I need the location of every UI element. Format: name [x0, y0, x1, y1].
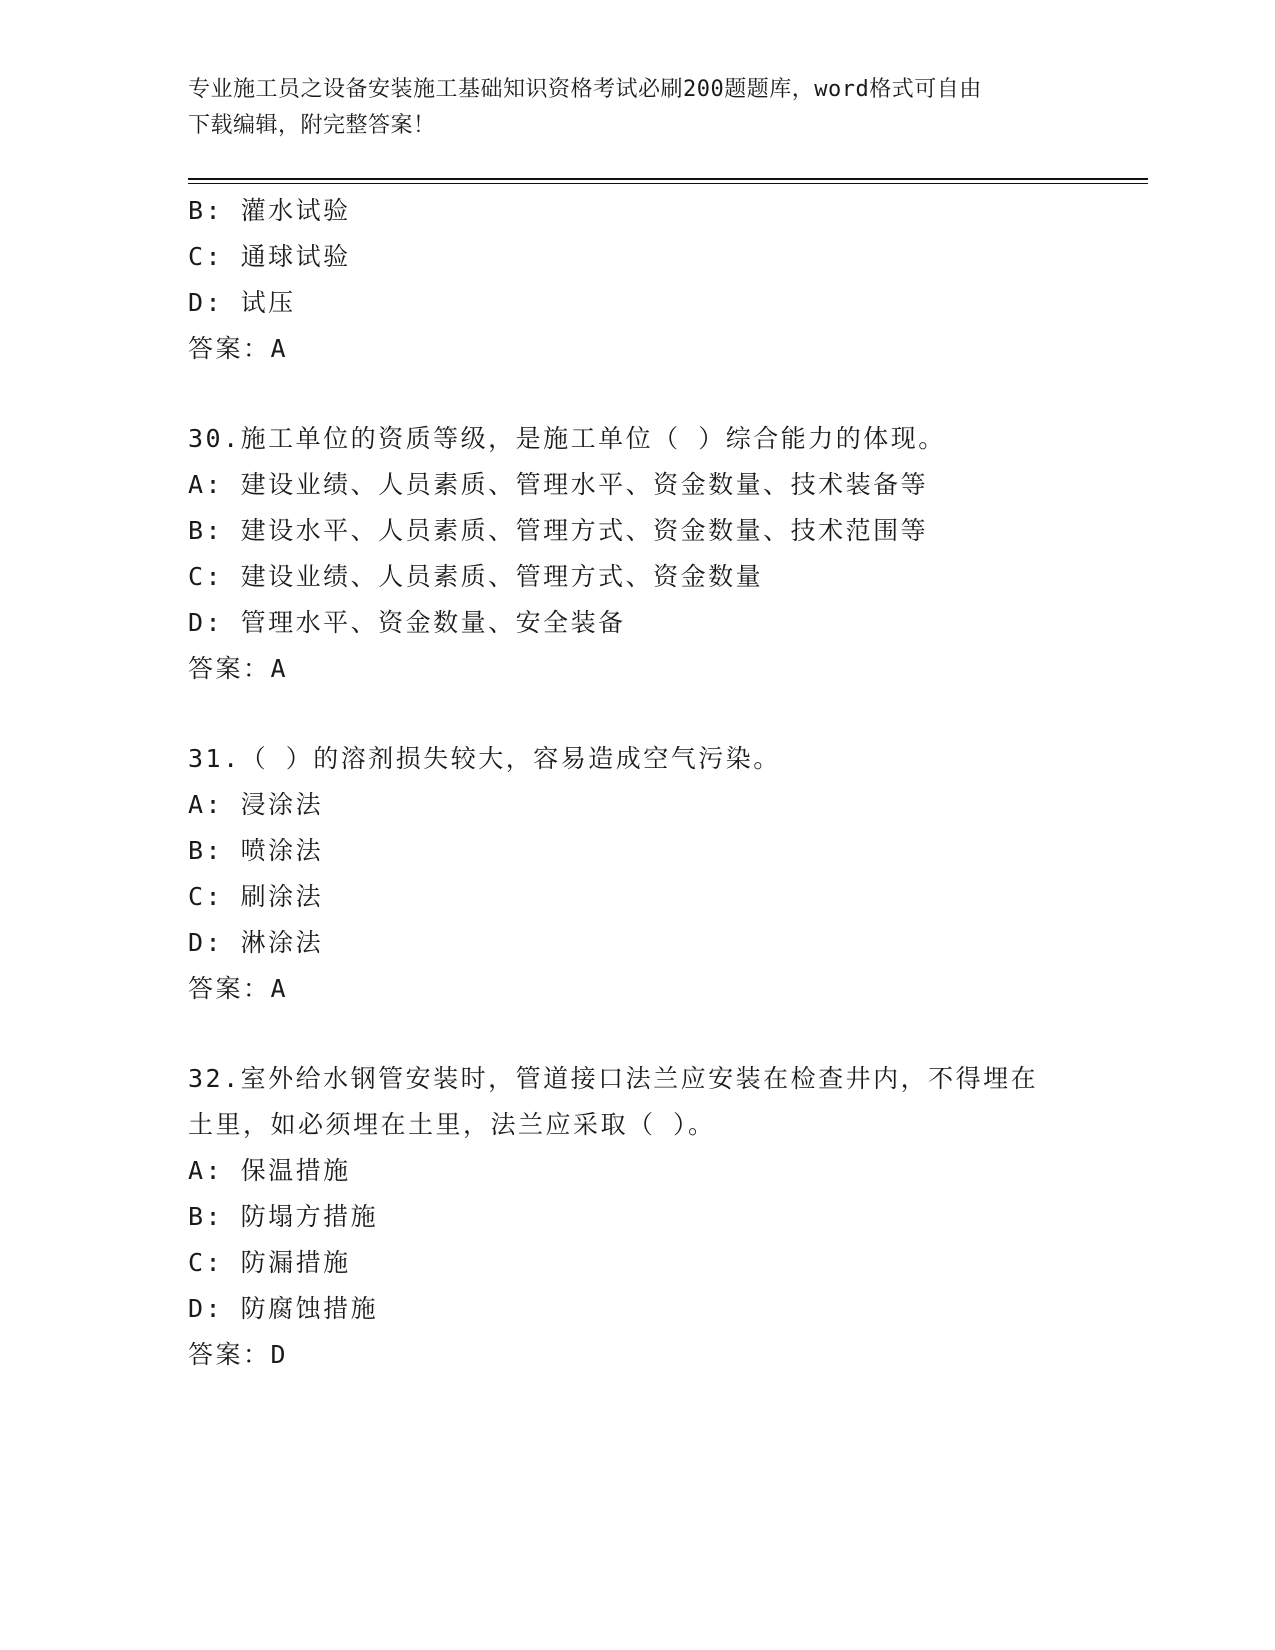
- option-d: D: 管理水平、资金数量、安全装备: [188, 608, 626, 637]
- option-b: B: 灌水试验: [188, 196, 351, 225]
- option-a: A: 建设业绩、人员素质、管理水平、资金数量、技术装备等: [188, 470, 929, 499]
- option-a: A: 保温措施: [188, 1156, 351, 1185]
- option-c: C: 建设业绩、人员素质、管理方式、资金数量: [188, 562, 764, 591]
- header-rule-thin: [188, 183, 1148, 184]
- header-rule-thick: [188, 178, 1148, 180]
- document-header: [188, 72, 1088, 144]
- option-b: B: 防塌方措施: [188, 1202, 379, 1231]
- question-29-continued: [188, 188, 1088, 372]
- answer: 答案：A: [188, 334, 289, 363]
- option-d: D: 防腐蚀措施: [188, 1294, 379, 1323]
- header-line-1: 专业施工员之设备安装施工基础知识资格考试必刷200题题库，word格式可自由: [188, 77, 982, 102]
- question-32: [188, 1056, 1088, 1378]
- option-b: B: 建设水平、人员素质、管理方式、资金数量、技术范围等: [188, 516, 929, 545]
- question-stem: 30.施工单位的资质等级，是施工单位（ ）综合能力的体现。: [188, 424, 946, 453]
- question-30: [188, 416, 1088, 692]
- option-c: C: 通球试验: [188, 242, 351, 271]
- question-stem-line-1: 32.室外给水钢管安装时，管道接口法兰应安装在检查井内，不得埋在: [188, 1064, 1039, 1093]
- header-line-2: 下载编辑，附完整答案！: [188, 113, 436, 138]
- question-list: [188, 188, 1088, 1378]
- question-stem: 31.（ ）的溶剂损失较大，容易造成空气污染。: [188, 744, 781, 773]
- question-31: [188, 736, 1088, 1012]
- option-d: D: 淋涂法: [188, 928, 324, 957]
- question-stem-line-2: 土里，如必须埋在土里，法兰应采取（ ）。: [188, 1110, 716, 1139]
- option-c: C: 刷涂法: [188, 882, 324, 911]
- answer: 答案：A: [188, 974, 289, 1003]
- option-c: C: 防漏措施: [188, 1248, 351, 1277]
- answer: 答案：A: [188, 654, 289, 683]
- option-b: B: 喷涂法: [188, 836, 324, 865]
- option-a: A: 浸涂法: [188, 790, 324, 819]
- answer: 答案：D: [188, 1340, 289, 1369]
- option-d: D: 试压: [188, 288, 296, 317]
